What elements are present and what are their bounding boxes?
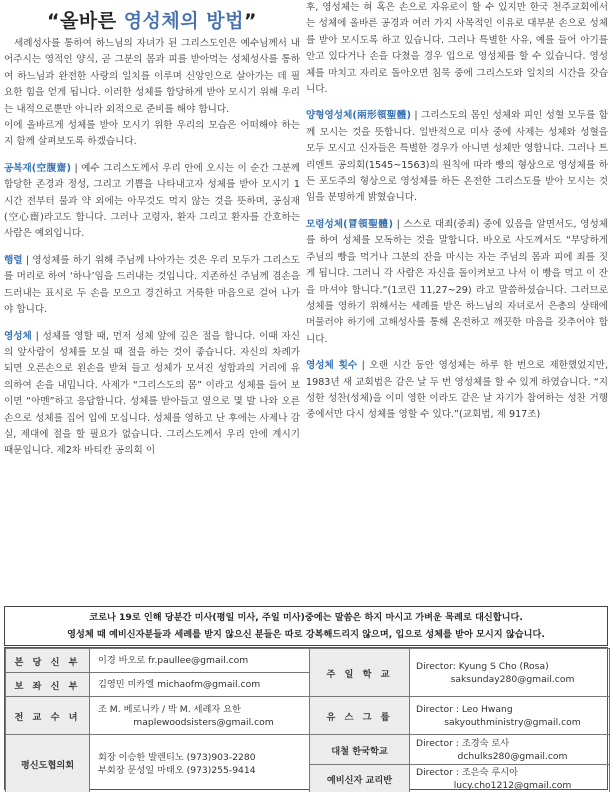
- sunday-school-label: 주 일 학 교: [310, 649, 410, 697]
- term-communion: 영성체: [4, 330, 32, 342]
- catechumen-email: lucy.cho1212@gmail.com: [453, 779, 572, 791]
- youth-director: Director : Leo Hwang: [416, 703, 513, 715]
- directory-table: [4, 647, 608, 790]
- pastor-value: 이경 바오로 fr.paullee@gmail.com: [90, 649, 310, 673]
- section-sacrilege: [306, 217, 608, 348]
- sunday-school-email: saksunday280@gmail.com: [450, 673, 575, 685]
- covid-notice: [4, 606, 608, 646]
- assistant-value: 김영민 미카엘 michaofm@gmail.com: [90, 673, 310, 697]
- text-both-kinds: | 그리스도의 몸인 성체와 피인 성혈 모두를 함께 모시는 것을 뜻합니다. 일반적으로 미사 중에 사제는 성체와 성혈을 모두 모시고 신자들은 특별한 경우가 아니면 성체만 영합니다. 그러나 트리엔트 공의회(1545~1563)의 원칙에 따라 빵의 형상으로 영성체를 하든 포도주의 형상으로 영성체를 하든 온전한 그리스도를 받아 모시는 것임을 분명하게 밝혔습니다.: [306, 110, 608, 204]
- korean-school-director: Director : 조경숙 로사: [416, 737, 510, 749]
- title-highlight: 영성체의 방법: [123, 10, 244, 32]
- section-communion: [4, 329, 300, 460]
- council-president: 회장 이승한 발렌티노 (973)903-2280: [98, 751, 256, 763]
- section-procession: [4, 253, 300, 319]
- youth-contact: [410, 697, 610, 735]
- sisters-email: maplewoodsisters@gmail.com: [133, 716, 274, 728]
- council-contact: [90, 735, 310, 792]
- sunday-school-contact: [410, 649, 610, 697]
- intro-paragraph-2: 이에 올바르게 성체를 받아 모시기 위한 우리의 모습은 어떠해야 하는지 함께 살펴보도록 하겠습니다.: [4, 120, 300, 148]
- text-procession: | 영성체를 하기 위해 주님께 나아가는 것은 우리 모두가 그리스도를 머리로 하여 ‘하나’임을 드러내는 것입니다. 지존하신 주님께 겸손을 드러내는 표시로 두 손을 모으고 경건하고 거룩한 마음으로 걸어 나가야 합니다.: [4, 254, 300, 316]
- right-column: [306, 0, 608, 424]
- assistant-label: 보 좌 신 부: [6, 673, 90, 697]
- sisters-names: 조 M. 베로니카 / 박 M. 세례자 요한: [98, 703, 241, 715]
- section-frequency: [306, 358, 608, 424]
- page-title: [4, 0, 300, 36]
- section-fasting: [4, 161, 300, 243]
- left-column: [4, 0, 300, 460]
- youth-label: 유 스 그 룹: [310, 697, 410, 735]
- title-prefix: “올바른: [47, 10, 124, 32]
- term-sacrilege: 모령성체(冒領聖體): [306, 218, 393, 230]
- section-both-kinds: [306, 108, 608, 206]
- notice-line-2: 영성체 때 예비신자분들과 세례를 받지 않으신 분들은 따로 강복해드리지 않으며, 입으로 성체를 받아 모시지 않습니다.: [67, 629, 545, 640]
- youth-email: sakyouthministry@gmail.com: [444, 716, 581, 728]
- intro-paragraph: 세례성사를 통하여 하느님의 자녀가 된 그리스도인은 예수님께서 내어주시는 영적인 양식, 곧 그분의 몸과 피를 받아먹는 성체성사를 통하여 하느님과 완전한 사랑의 일치를 이루며 신앙인으로 살아가는 데 필요한 힘을 얻게 됩니다. 이러한 성체를 합당하게 받아 모시기 위해 우리는 내적으로뿐만 아니라 외적으로 준비를 해야 합니다.: [4, 38, 300, 115]
- korean-school-email: dchulks280@gmail.com: [457, 750, 568, 762]
- term-fasting: 공복재(空腹齋): [4, 162, 71, 174]
- sisters-label: 전 교 수 녀: [6, 697, 90, 735]
- text-frequency: | 오랜 시간 동안 영성체는 하루 한 번으로 제한했었지만, 1983년 새 교회법은 같은 날 두 번 영성체를 할 수 있게 하였습니다. “지성한 성찬(성체)을 이미 영한 이라도 같은 날 자기가 참여하는 성찬 거행 중에서만 다시 성체를 영할 수 있다.”(교회법, 제 917조): [306, 360, 608, 421]
- sisters-contact: [90, 697, 310, 735]
- catechumen-label: 예비신자 교리반: [310, 765, 410, 792]
- notice-line-1: 코로나 19로 인해 당분간 미사(평일 미사, 주일 미사)중에는 말씀은 하지 마시고 가벼운 목례로 대신합니다.: [89, 612, 523, 623]
- communion-continued: 후, 영성체는 혀 혹은 손으로 자유로이 할 수 있지만 한국 천주교회에서는 성체에 올바른 공경과 여러 가지 사목적인 이유로 대부분 손으로 성체를 받아 모시도록 하고 있습니다. 그러나 특별한 사유, 예를 들어 아기를 안고 있다거나 손을 다쳤을 경우 입으로 영성체를 할 수 있습니다. 영성체를 마치고 자리로 돌아오면 침묵 중에 그리스도와 일치의 시간을 갖습니다.: [306, 2, 608, 96]
- catechumen-director: Director : 조은숙 루시아: [416, 766, 519, 778]
- sunday-school-director: Director: Kyung S Cho (Rosa): [416, 660, 549, 672]
- text-communion: | 성체를 영할 때, 먼저 성체 앞에 깊은 절을 합니다. 이때 자신의 앞사람이 성체를 모실 때 절을 하는 것이 좋습니다. 자신의 차례가 되면 오른손으로 왼손을 받쳐 들고 성체가 모셔진 성합과의 거리에 유의하여 손을 내밉니다. 사제가 “그리스도의 몸” 이라고 성체를 들어 보이면 “아멘”하고 응답합니다. 성체를 받아들고 옆으로 몇 발 나와 오른손으로 성체를 집어 입에 모십니다. 성체를 영하고 난 후에는 사제나 감실, 제대에 절을 할 필요가 없습니다. 그리스도께서 우리 안에 계시기 때문입니다. 제2차 바티칸 공의회 이: [4, 330, 300, 457]
- term-both-kinds: 양형영성체(兩形領聖體): [306, 110, 411, 122]
- text-sacrilege: | 스스로 대죄(중죄) 중에 있음을 알면서도, 영성체를 하여 성체를 모독하는 것을 말합니다. 바오로 사도께서도 “부당하게 주님의 빵을 먹거나 그분의 잔을 마시는 자는 주님의 몸과 피에 죄를 짓게 됩니다. 그러니 각 사람은 자신을 돌이켜보고 나서 이 빵을 먹고 이 잔을 마셔야 합니다.”(1코린 11,27~29) 라고 말씀하셨습니다. 그러므로 성체를 영하기 위해서는 세례를 받은 하느님의 자녀로서 은총의 상태에 머물러야 하기에 고해성사를 통해 온전하고 깨끗한 마음을 갖추어야 합니다.: [306, 218, 609, 345]
- term-procession: 행렬: [4, 254, 23, 266]
- council-vice-president: 부회장 문성일 마태오 (973)255-9414: [98, 764, 256, 776]
- text-fasting: | 예수 그리스도께서 우리 안에 오시는 이 순간 그분께 합당한 존경과 정성, 그리고 기쁨을 나타내고자 성체를 받아 모시기 1시간 전부터 물과 약 외에는 아무것도 먹지 않는 것을 뜻하며, 공심재(空心齋)라고도 합니다. 그러나 고령자, 환자 그리고 환자를 간호하는 사람은 예외입니다.: [4, 162, 300, 240]
- council-label: 평신도협의회: [6, 735, 90, 792]
- term-frequency: 영성체 횟수: [306, 360, 358, 372]
- title-suffix: ”: [243, 10, 257, 32]
- korean-school-label: 대철 한국학교: [310, 735, 410, 765]
- korean-school-contact: [410, 735, 610, 765]
- catechumen-contact: [410, 765, 610, 792]
- pastor-label: 본 당 신 부: [6, 649, 90, 673]
